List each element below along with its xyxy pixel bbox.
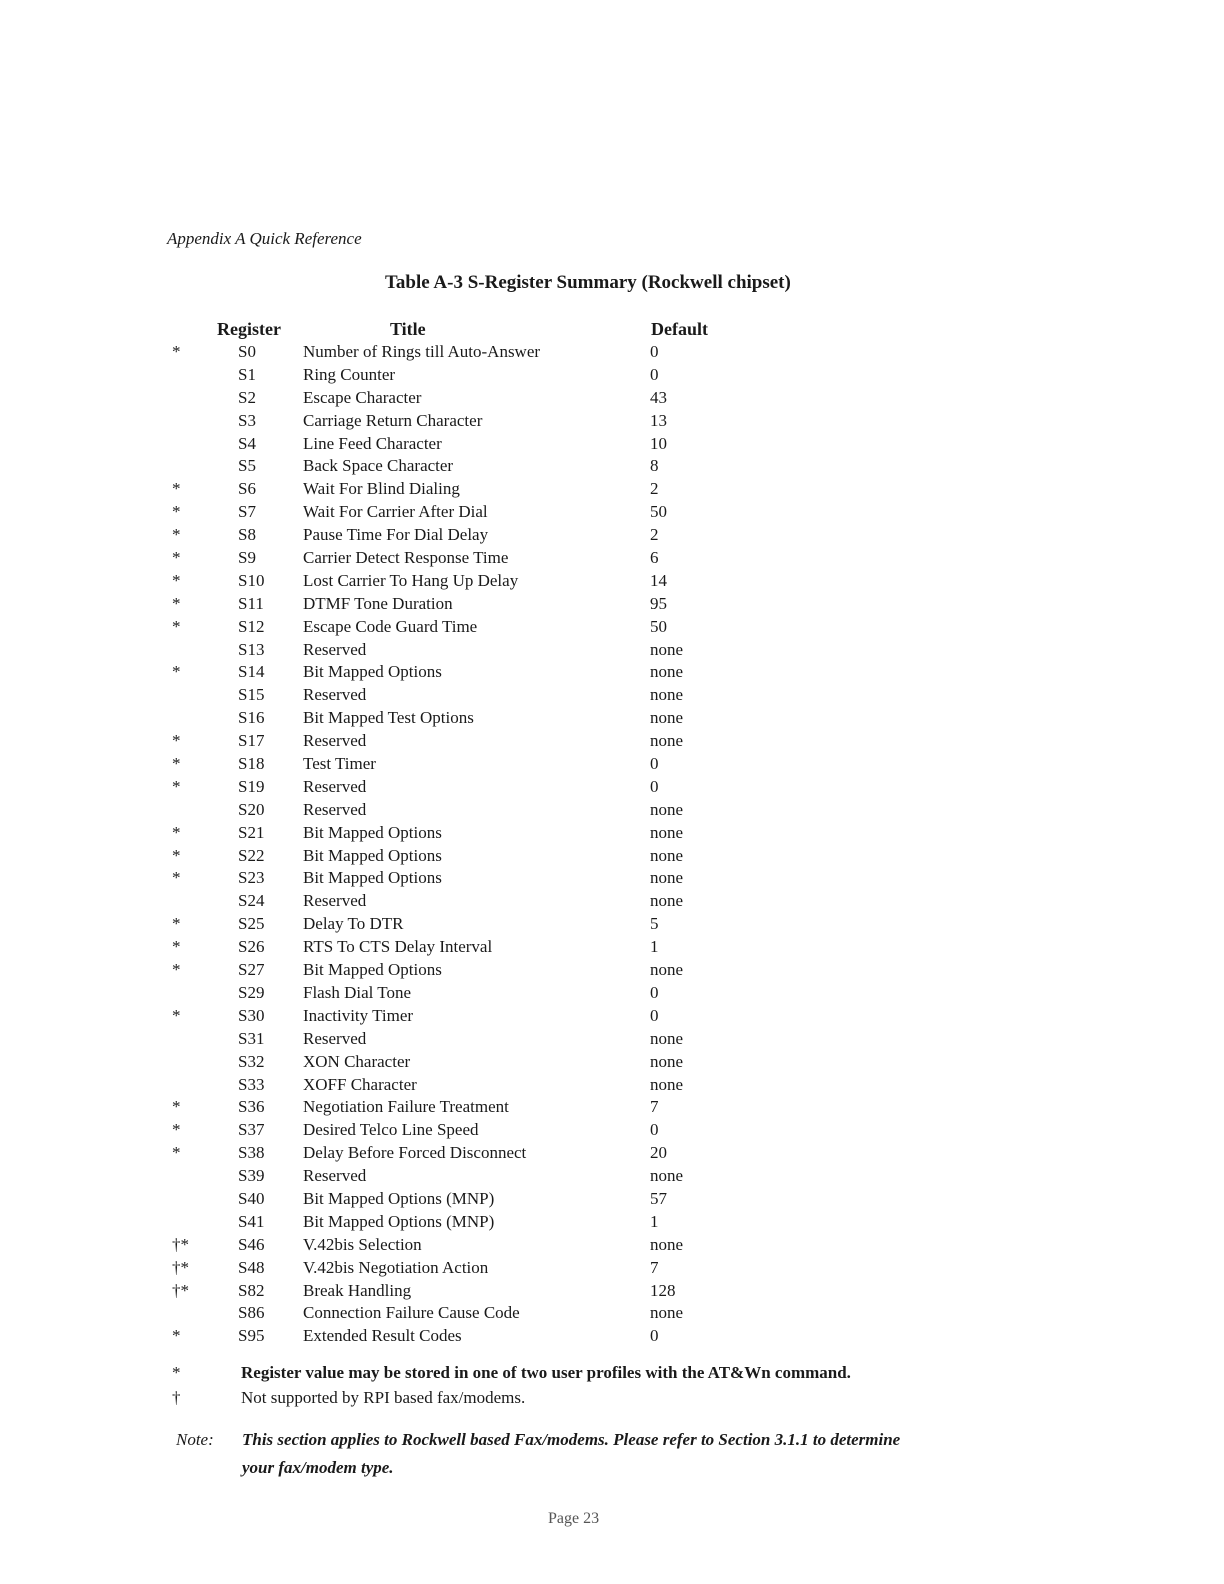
default-cell: 57 xyxy=(650,1188,667,1208)
table-row xyxy=(0,730,1224,753)
title-cell: Bit Mapped Options xyxy=(303,662,442,682)
title-cell: Number of Rings till Auto-Answer xyxy=(303,342,541,361)
table-row xyxy=(0,341,1224,364)
legend-symbol: † xyxy=(172,1388,181,1407)
table-row xyxy=(0,822,1224,845)
default-cell: 5 xyxy=(650,914,659,934)
register-cell: S86 xyxy=(238,1303,265,1323)
register-cell: S25 xyxy=(238,914,265,934)
register-cell: S46 xyxy=(238,1234,265,1254)
register-cell: S5 xyxy=(238,456,256,476)
title-cell: Test Timer xyxy=(303,754,376,774)
row-marker: * xyxy=(172,868,181,888)
row-marker: * xyxy=(172,937,181,957)
register-cell: S4 xyxy=(238,433,256,453)
table-row xyxy=(0,547,1224,570)
title-cell: Bit Mapped Options (MNP) xyxy=(303,1211,495,1231)
default-cell: 0 xyxy=(650,1120,659,1140)
title-cell: Flash Dial Tone xyxy=(303,982,412,1002)
register-cell: S38 xyxy=(238,1143,265,1163)
row-marker: * xyxy=(172,479,181,499)
title-cell: Reserved xyxy=(303,685,367,705)
register-cell: S27 xyxy=(238,960,265,980)
register-cell: S41 xyxy=(238,1211,265,1231)
row-marker: * xyxy=(172,1005,181,1025)
default-cell: 2 xyxy=(650,525,659,545)
register-cell: S16 xyxy=(238,708,265,728)
default-cell: none xyxy=(650,685,684,705)
default-cell: none xyxy=(650,1166,684,1186)
row-marker: * xyxy=(172,662,181,682)
register-cell: S14 xyxy=(238,662,265,682)
title-cell: Extended Result Codes xyxy=(303,1326,462,1346)
title-cell: Line Feed Character xyxy=(303,433,442,453)
register-cell: S19 xyxy=(238,776,265,796)
table-row xyxy=(0,753,1224,776)
default-cell: 7 xyxy=(650,1097,659,1117)
table-row xyxy=(0,890,1224,913)
note-text-line-1: This section applies to Rockwell based Fax/modems. Please refer to Section 3.1.1 to determine xyxy=(242,1430,901,1449)
default-cell: 1 xyxy=(650,937,659,957)
row-marker: * xyxy=(172,570,181,590)
default-cell: 7 xyxy=(650,1257,659,1277)
register-cell: S26 xyxy=(238,937,265,957)
register-table-body xyxy=(0,341,1224,1348)
title-cell: Reserved xyxy=(303,891,367,911)
title-cell: Escape Character xyxy=(303,387,422,407)
table-row xyxy=(0,959,1224,982)
table-row xyxy=(0,455,1224,478)
default-cell: none xyxy=(650,845,684,865)
row-marker: * xyxy=(172,1326,181,1346)
register-cell: S40 xyxy=(238,1188,265,1208)
table-row xyxy=(0,1165,1224,1188)
table-row xyxy=(0,1028,1224,1051)
row-marker: †* xyxy=(172,1257,189,1277)
default-cell: 95 xyxy=(650,593,667,613)
row-marker: * xyxy=(172,914,181,934)
default-cell: 0 xyxy=(650,982,659,1002)
table-title: Table A-3 S-Register Summary (Rockwell chipset) xyxy=(385,272,791,293)
note-text-line-2: your fax/modem type. xyxy=(242,1458,394,1477)
table-row xyxy=(0,1142,1224,1165)
default-cell: none xyxy=(650,799,684,819)
title-cell: Delay Before Forced Disconnect xyxy=(303,1143,527,1163)
title-cell: RTS To CTS Delay Interval xyxy=(303,937,493,957)
register-cell: S13 xyxy=(238,639,265,659)
title-cell: Pause Time For Dial Delay xyxy=(303,525,489,545)
register-cell: S15 xyxy=(238,685,265,705)
title-cell: Wait For Blind Dialing xyxy=(303,479,460,499)
column-header-default: Default xyxy=(651,319,708,339)
table-row xyxy=(0,1074,1224,1097)
register-cell: S48 xyxy=(238,1257,265,1277)
legend-text: Register value may be stored in one of two user profiles with the AT&Wn command. xyxy=(241,1363,851,1382)
register-cell: S12 xyxy=(238,616,265,636)
table-row xyxy=(0,1325,1224,1348)
register-cell: S37 xyxy=(238,1120,265,1140)
row-marker: * xyxy=(172,502,181,522)
table-row xyxy=(0,982,1224,1005)
default-cell: 128 xyxy=(650,1280,676,1300)
table-row xyxy=(0,845,1224,868)
row-marker: * xyxy=(172,342,181,361)
table-row xyxy=(0,1234,1224,1257)
table-row xyxy=(0,478,1224,501)
row-marker: * xyxy=(172,1143,181,1163)
default-cell: 0 xyxy=(650,1005,659,1025)
title-cell: XOFF Character xyxy=(303,1074,417,1094)
title-cell: Reserved xyxy=(303,639,367,659)
register-cell: S95 xyxy=(238,1326,265,1346)
table-row xyxy=(0,1257,1224,1280)
default-cell: none xyxy=(650,1234,684,1254)
register-cell: S82 xyxy=(238,1280,265,1300)
default-cell: none xyxy=(650,662,684,682)
default-cell: none xyxy=(650,1051,684,1071)
default-cell: none xyxy=(650,822,684,842)
table-row xyxy=(0,776,1224,799)
default-cell: none xyxy=(650,1303,684,1323)
legend-text: Not supported by RPI based fax/modems. xyxy=(241,1388,526,1407)
register-cell: S39 xyxy=(238,1166,265,1186)
row-marker: * xyxy=(172,960,181,980)
title-cell: Bit Mapped Options (MNP) xyxy=(303,1188,495,1208)
register-cell: S20 xyxy=(238,799,265,819)
row-marker: * xyxy=(172,754,181,774)
table-row xyxy=(0,616,1224,639)
table-row xyxy=(0,1119,1224,1142)
title-cell: Reserved xyxy=(303,776,367,796)
table-row xyxy=(0,684,1224,707)
table-row xyxy=(0,867,1224,890)
table-row xyxy=(0,570,1224,593)
table-row xyxy=(0,1005,1224,1028)
title-cell: V.42bis Selection xyxy=(303,1234,422,1254)
table-row xyxy=(0,1096,1224,1119)
title-cell: Bit Mapped Options xyxy=(303,822,442,842)
title-cell: DTMF Tone Duration xyxy=(303,593,453,613)
title-cell: Bit Mapped Test Options xyxy=(303,708,474,728)
table-row xyxy=(0,433,1224,456)
default-cell: 50 xyxy=(650,616,667,636)
row-marker: * xyxy=(172,822,181,842)
default-cell: 0 xyxy=(650,342,659,361)
row-marker: * xyxy=(172,845,181,865)
row-marker: * xyxy=(172,731,181,751)
register-cell: S0 xyxy=(238,342,256,361)
title-cell: Bit Mapped Options xyxy=(303,868,442,888)
register-cell: S29 xyxy=(238,982,265,1002)
default-cell: 0 xyxy=(650,776,659,796)
title-cell: Escape Code Guard Time xyxy=(303,616,478,636)
title-cell: Bit Mapped Options xyxy=(303,960,442,980)
table-row xyxy=(0,593,1224,616)
default-cell: 2 xyxy=(650,479,659,499)
title-cell: Bit Mapped Options xyxy=(303,845,442,865)
default-cell: none xyxy=(650,891,684,911)
default-cell: none xyxy=(650,731,684,751)
register-cell: S22 xyxy=(238,845,265,865)
row-marker: †* xyxy=(172,1280,189,1300)
register-cell: S6 xyxy=(238,479,256,499)
table-row xyxy=(0,1051,1224,1074)
title-cell: Reserved xyxy=(303,731,367,751)
default-cell: none xyxy=(650,1028,684,1048)
default-cell: 50 xyxy=(650,502,667,522)
register-cell: S9 xyxy=(238,548,256,568)
table-row xyxy=(0,799,1224,822)
title-cell: Connection Failure Cause Code xyxy=(303,1303,520,1323)
default-cell: 0 xyxy=(650,1326,659,1346)
register-cell: S7 xyxy=(238,502,256,522)
title-cell: Ring Counter xyxy=(303,364,396,384)
table-row xyxy=(0,1280,1224,1303)
row-marker: †* xyxy=(172,1234,189,1254)
row-marker: * xyxy=(172,525,181,545)
table-row xyxy=(0,1188,1224,1211)
default-cell: 14 xyxy=(650,570,667,590)
register-cell: S10 xyxy=(238,570,265,590)
default-cell: none xyxy=(650,960,684,980)
register-cell: S11 xyxy=(238,593,264,613)
default-cell: 43 xyxy=(650,387,667,407)
default-cell: none xyxy=(650,868,684,888)
register-cell: S31 xyxy=(238,1028,265,1048)
table-row xyxy=(0,936,1224,959)
default-cell: 8 xyxy=(650,456,659,476)
title-cell: Inactivity Timer xyxy=(303,1005,414,1025)
default-cell: 10 xyxy=(650,433,667,453)
register-cell: S8 xyxy=(238,525,256,545)
default-cell: 0 xyxy=(650,364,659,384)
register-cell: S33 xyxy=(238,1074,265,1094)
table-row xyxy=(0,524,1224,547)
table-row xyxy=(0,387,1224,410)
register-cell: S21 xyxy=(238,822,265,842)
title-cell: Break Handling xyxy=(303,1280,412,1300)
default-cell: 1 xyxy=(650,1211,659,1231)
register-cell: S2 xyxy=(238,387,256,407)
register-cell: S17 xyxy=(238,731,265,751)
title-cell: V.42bis Negotiation Action xyxy=(303,1257,489,1277)
title-cell: Carriage Return Character xyxy=(303,410,483,430)
register-cell: S32 xyxy=(238,1051,265,1071)
note-label: Note: xyxy=(176,1430,214,1449)
table-row xyxy=(0,661,1224,684)
register-cell: S18 xyxy=(238,754,265,774)
row-marker: * xyxy=(172,548,181,568)
page-number: Page 23 xyxy=(548,1510,600,1527)
default-cell: none xyxy=(650,1074,684,1094)
table-row xyxy=(0,913,1224,936)
title-cell: Carrier Detect Response Time xyxy=(303,548,509,568)
legend-symbol: * xyxy=(172,1363,181,1382)
default-cell: 20 xyxy=(650,1143,667,1163)
section-header: Appendix A Quick Reference xyxy=(167,229,362,248)
title-cell: Back Space Character xyxy=(303,456,454,476)
title-cell: Wait For Carrier After Dial xyxy=(303,502,488,522)
title-cell: Desired Telco Line Speed xyxy=(303,1120,479,1140)
column-header-register: Register xyxy=(217,319,281,339)
table-row xyxy=(0,501,1224,524)
register-cell: S30 xyxy=(238,1005,265,1025)
row-marker: * xyxy=(172,593,181,613)
title-cell: Reserved xyxy=(303,799,367,819)
register-cell: S36 xyxy=(238,1097,265,1117)
register-cell: S24 xyxy=(238,891,265,911)
default-cell: 13 xyxy=(650,410,667,430)
table-row xyxy=(0,364,1224,387)
register-cell: S23 xyxy=(238,868,265,888)
column-header-title: Title xyxy=(390,319,426,339)
title-cell: Lost Carrier To Hang Up Delay xyxy=(303,570,519,590)
table-row xyxy=(0,1211,1224,1234)
title-cell: Delay To DTR xyxy=(303,914,404,934)
row-marker: * xyxy=(172,1120,181,1140)
row-marker: * xyxy=(172,616,181,636)
table-row xyxy=(0,410,1224,433)
title-cell: Reserved xyxy=(303,1166,367,1186)
default-cell: 6 xyxy=(650,548,659,568)
title-cell: XON Character xyxy=(303,1051,411,1071)
title-cell: Negotiation Failure Treatment xyxy=(303,1097,509,1117)
row-marker: * xyxy=(172,776,181,796)
title-cell: Reserved xyxy=(303,1028,367,1048)
default-cell: none xyxy=(650,639,684,659)
table-row xyxy=(0,1302,1224,1325)
table-row xyxy=(0,707,1224,730)
default-cell: none xyxy=(650,708,684,728)
register-cell: S1 xyxy=(238,364,256,384)
register-cell: S3 xyxy=(238,410,256,430)
table-row xyxy=(0,639,1224,662)
default-cell: 0 xyxy=(650,754,659,774)
row-marker: * xyxy=(172,1097,181,1117)
